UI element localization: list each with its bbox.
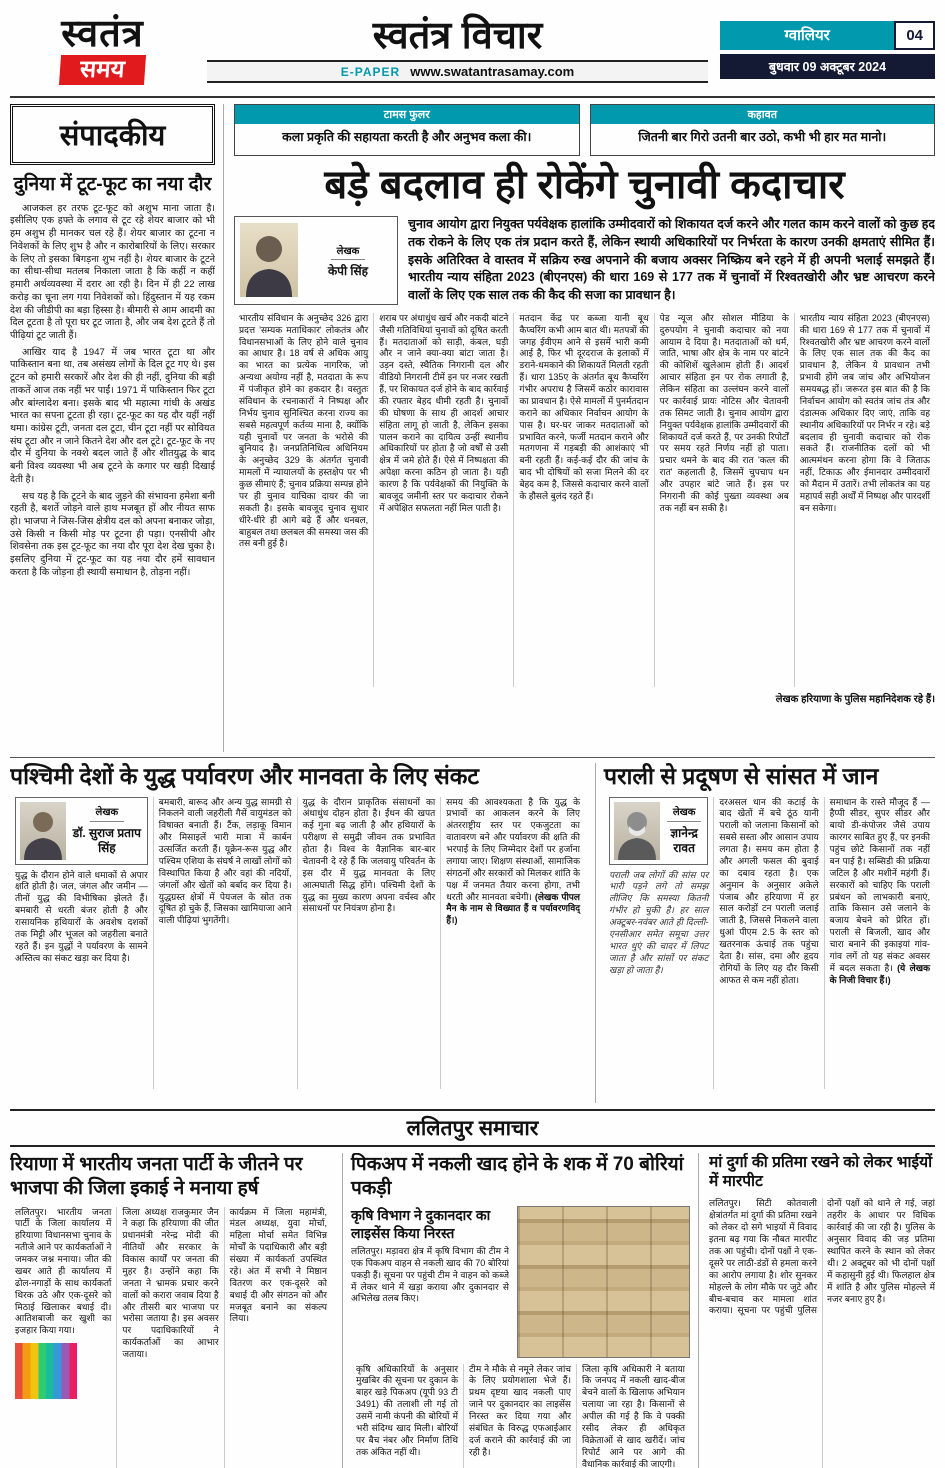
person-silhouette-icon: [240, 223, 298, 297]
stubble-author-footnote: (ये लेखक के निजी विचार हैं।): [829, 962, 930, 985]
epaper-label: E-PAPER: [340, 64, 401, 79]
editorial-body: [10, 203, 215, 723]
middle-row: [10, 763, 935, 1103]
masthead-divider: [10, 96, 935, 98]
war-body: [10, 797, 585, 1089]
war-article: [10, 763, 585, 1103]
stubble-author-box: [609, 797, 708, 865]
lead-column: भारतीय संविधान के अनुच्छेद 326 द्वारा प्रदत्त 'सम्यक मताधिकार' लोकतंत्र और विधानसभाओं के लिए होने वाले चुनाव का आधार है। 18 वर्ष से अधिक आयु का भारत का प्रत्येक नागरिक, जो अन्यथा अयोग्य नहीं है, मतदाता के रूप में पंजीकृत होने का हकदार है। वस्तुतः संविधान के रचनाकारों ने निष्पक्ष और निर्भय चुनाव सुनिश्चित करना राज्य का सबसे महत्वपूर्ण कर्तव्य माना है, क्योंकि यही चुनावों पर जनता के भरोसे की बुनियाद है। जनप्रतिनिधित्व अधिनियम के अनुच्छेद 329 के अंतर्गत चुनावी मामलों में न्यायालयों के हस्तक्षेप पर भी कुछ सीमाएं हैं; चुनाव प्रक्रिया सम्पन्न होने पर ही चुनाव याचिका दायर की जा सकती है। इसके बावजूद चुनाव सुधार धीरे-धीरे ही आगे बढ़े हैं और धनबल, बाहुबल तथा छलबल की समस्या जस की तस बनी हुई है।: [234, 313, 374, 687]
lalitpur-section-header: ललितपुर समाचार: [10, 1109, 935, 1147]
person-silhouette-icon: [20, 802, 66, 860]
quote-box-right: [590, 104, 936, 156]
quote-box-left: [234, 104, 580, 156]
author-label: लेखक: [90, 806, 125, 822]
khad-headline: पिकअप में नकली खाद होने के शक में 70 बोरियां पकड़ी: [351, 1154, 684, 1199]
lead-article: [234, 162, 935, 705]
author-photo: [614, 802, 660, 860]
lead-author-footnote: लेखक हरियाणा के पुलिस महानिदेशक रहे हैं।: [775, 693, 935, 705]
lead-intro: चुनाव आयोग द्वारा नियुक्त पर्यवेक्षक हालांकि उम्मीदवारों को शिकायत दर्ज करने और गलत काम करने वालों को कुछ हद तक रोकने के लिए एक तंत्र प्रदान करते हैं, लेकिन स्थायी अधिकारियों पर निर्भरता के कारण उनकी क्षमताएं सीमित हैं। इसके अतिरिक्त वे वास्तव में सक्रिय रुख अपनाने की बजाय अक्सर निष्क्रिय बने रहने में ही अपनी भलाई समझते हैं। भारतीय न्याय संहिता 2023 (बीएनएस) की धारा 169 से 177 तक में चुनावों में रिश्वतखोरी और भ्रष्ट आचरण करने वालों के लिए एक साल तक की कैद की सजा का प्रावधान है।: [408, 217, 935, 302]
war-column-text: युद्ध के दौरान होने वाले धमाकों से अपार क्षति होती है। जल, जंगल और जमीन — तीनों युद्ध की विभीषिका झेलते हैं। बमबारी से धरती बंजर होती है और रासायनिक हथियारों के अवशेष दशकों तक मिट्टी और भूजल को जहरीला बनाते रहते हैं। इन युद्धों ने पर्यावरण के सामने अस्तित्व का संकट खड़ा कर दिया है।: [15, 869, 148, 963]
stubble-column: दरअसल धान की कटाई के बाद खेतों में बचे ठूंठ यानी पराली को जलाना किसानों को सबसे सस्ता और आसान उपाय लगता है। समय कम होता है और अगली फसल की बुवाई का दबाव रहता है। एक अनुमान के अनुसार अकेले पंजाब और हरियाणा में हर साल करोड़ों टन पराली जलाई जाती है, जिससे निकलने वाला धुआं पीएम 2.5 के स्तर को खतरनाक ऊंचाई तक पहुंचा देता है। सांस, दमा और हृदय रोगियों के लिए यह दौर किसी आफत से कम नहीं होता।: [714, 797, 824, 1089]
page-number: 04: [894, 21, 935, 50]
khad-column: टीम ने मौके से नमूने लेकर जांच के लिए प्रयोगशाला भेजे हैं। प्रथम दृष्टया खाद नकली पाए जाने पर दुकानदार का लाइसेंस निरस्त कर दिया गया और संबंधित के विरुद्ध एफआईआर दर्ज कराने की कार्रवाई की जा रही है।: [464, 1364, 577, 1468]
author-meta: [665, 806, 703, 855]
newspaper-logo: [10, 15, 195, 85]
author-photo: [240, 223, 298, 297]
edition-city: ग्वालियर: [720, 21, 894, 50]
masthead-center: [207, 14, 708, 84]
durga-body: ललितपुर। सिटी कोतवाली क्षेत्रांतर्गत मां दुर्गा की प्रतिमा रखने को लेकर दो सगे भाइयों में विवाद इतना बढ़ गया कि नौबत मारपीट तक आ पहुंची। दोनों पक्षों ने एक-दूसरे पर लाठी-डंडों से हमला करने का आरोप लगाया है। शोर सुनकर मोहल्ले के लोग मौके पर जुटे और बीच-बचाव कर मामला शांत कराया। सूचना पर पहुंची पुलिस दोनों पक्षों को थाने ले गई, जहां तहरीर के आधार पर विधिक कार्रवाई की जा रही है। पुलिस के अनुसार विवाद की जड़ प्रतिमा स्थापित करने के स्थान को लेकर थी। 2 अक्टूबर को भी दोनों पक्षों में कहासुनी हुई थी। फिलहाल क्षेत्र में शांति है और पुलिस मोहल्ले में नजर बनाए हुए है।: [709, 1197, 935, 1316]
person-silhouette-icon: [614, 802, 660, 860]
editorial-paragraph: आजकल हर तरफ टूट-फूट को अशुभ माना जाता है। इसीलिए एक हफ्ते के लगाव से टूट रहे शेयर बाजार को भी हम अशुभ ही मानकर चल रहे हैं। शेयर बाजार का टूटना न निवेशकों के लिए शुभ है और न कारोबारियों के लिए। सरकार के लिए तो इसका बिगड़ना शुभ नहीं है। शेयर बाजार के टूटने का सीधा-सीधा मतलब निकाला जाता है कि कहीं न कहीं हमारी अर्थव्यवस्था में दरार आ रही है। दिन में ही 22 लाख करोड़ का चूना लग गया निवेशकों को। हिंदुस्तान में यह रकम देश की जीडीपी का बड़ा हिस्सा है। बीमारी से आम आदमी का दिल टूटता है तो पूरा घर टूट जाता है, और जब देश टूटते हैं तो पीढ़ियां टूट जाती हैं।: [10, 202, 215, 341]
bjp-body: [10, 1207, 332, 1468]
editorial-section-title: संपादकीय: [10, 104, 215, 165]
lead-headline: बड़े बदलाव ही रोकेंगे चुनावी कदाचार: [324, 163, 845, 207]
lead-intro-row: [234, 216, 935, 305]
editorial-column: [10, 104, 224, 752]
bjp-celebration-article: [10, 1153, 332, 1468]
editorial-paragraph: सच यह है कि टूटने के बाद जुड़ने की संभावना हमेशा बनी रहती है, बशर्ते जोड़ने वाले हाथ मजबूत हों और नीयत साफ हो। भाजपा ने जिस-जिस क्षेत्रीय दल को अपना बनाकर जोड़ा, उसे किसी न किसी मोड़ पर टूटना ही पड़ा। एनसीपी और शिवसेना तक इस टूट-फूट का नया दौर पूरा देश देख चुका है। इसलिए दुनिया में टूट-फूट का यह नया दौर हमें सावधान करता है कि जोड़ना ही स्थायी समाधान है, तोड़ना नहीं।: [10, 490, 215, 578]
author-meta: [304, 243, 392, 278]
top-content: [10, 104, 935, 752]
editorial-paragraph: आखिर याद है 1947 में जब भारत टूटा था और पाकिस्तान बना था, तब असंख्य लोगों के दिल टूट गए थे। इस टूटन को हमारी सरकारें और देश की ही नहीं, दुनिया की बड़ी ताकतें आज तक नहीं भर पाईं। 1971 में पाकिस्तान फिर टूटा और बांग्लादेश बना। इसके बाद भी महात्मा गांधी के अखंड भारत का सपना टूटता ही रहा। टूट-फूट का यह दौर यहीं नहीं थमा। कांग्रेस टूटी, जनता दल टूटा, चीन टूटा नहीं पर सोवियत संघ टूटा और न जाने कितने देश और दल टूटे। टूट-फूट के नए दौर में दुनिया के नक्शे बदल जाते हैं और शीतयुद्ध के बाद बनी विश्व व्यवस्था भी अब टूटने के कगार पर खड़ी दिखाई देती है।: [10, 346, 215, 485]
epaper-strip: [207, 60, 708, 83]
stubble-column-text: समाधान के रास्ते मौजूद हैं — हैप्पी सीडर, सुपर सीडर और बायो डी-कंपोजर जैसे उपाय कारगर साबित हुए हैं, पर इनकी पहुंच छोटे किसानों तक नहीं बन पाई है। सब्सिडी की प्रक्रिया जटिल है और मशीनें महंगी हैं। सरकारों को चाहिए कि पराली प्रबंधन को लाभकारी बनाएं, ताकि किसान उसे जलाने के बजाय बेचने को प्रेरित हों। पराली से बिजली, खाद और चारा बनाने की इकाइयां गांव-गांव लगें तो यह संकट अवसर में बदल सकता है।: [829, 796, 930, 973]
logo-text-top: स्वतंत्र: [61, 13, 144, 55]
bjp-column: जिला अध्यक्ष राजकुमार जैन ने कहा कि हरियाणा की जीत प्रधानमंत्री नरेन्द्र मोदी की नीतियों और सरकार के विकास कार्यों पर जनता की मुहर है। उन्होंने कहा कि जनता ने भ्रामक प्रचार करने वालों को करारा जवाब दिया है और तीसरी बार भाजपा पर भरोसा जताया है। इस अवसर पर पदाधिकारियों ने कार्यकर्ताओं का आभार जताया।: [117, 1207, 224, 1468]
section-divider: [10, 757, 935, 758]
lead-column: शराब पर अंधाधुंध खर्च और नकदी बांटने जैसी गतिविधियां चुनावों को दूषित करती हैं। मतदाताओं को साड़ी, कंबल, घड़ी और न जाने क्या-क्या बांटा जाता है। उड़न दस्ते, स्थैतिक निगरानी दल और वीडियो निगरानी टीमें इन पर नजर रखती हैं, पर शिकायत दर्ज होने के बाद कार्रवाई की रफ्तार बेहद धीमी रहती है। चुनावों की घोषणा के साथ ही आदर्श आचार संहिता लागू हो जाती है, लेकिन इसका पालन कराने का दायित्व उन्हीं स्थानीय अधिकारियों पर होता है जो वर्षों से उसी क्षेत्र में जमे होते हैं। ऐसे में निष्पक्षता की अपेक्षा करना कठिन हो जाता है। यही कारण है कि पर्यवेक्षकों की नियुक्ति के बावजूद जमीनी स्तर पर कदाचार रोकने में अपेक्षित सफलता नहीं मिल पाती है।: [374, 313, 514, 687]
page-title: स्वतंत्र विचार: [372, 14, 543, 57]
author-name: ज्ञानेन्द्र रावत: [670, 826, 698, 855]
fertilizer-sacks-photo: [517, 1206, 690, 1358]
war-column: [10, 797, 154, 1089]
war-column: बमबारी, बारूद और अन्य युद्ध सामग्री से निकलने वाली जहरीली गैसें वायुमंडल को विषाक्त बनाती हैं। टैंक, लड़ाकू विमान और मिसाइलें भारी मात्रा में कार्बन उत्सर्जित करती हैं। यूक्रेन-रूस युद्ध और पश्चिम एशिया के संघर्ष ने लाखों लोगों को विस्थापित किया है और वहां की नदियों, जंगलों और खेतों को बर्बाद कर दिया है। युद्धग्रस्त क्षेत्रों में पेयजल के स्रोत तक दूषित हो चुके हैं, जिसका खामियाजा आने वाली पीढ़ियां भुगतेंगी।: [154, 797, 298, 1089]
war-column-text: समय की आवश्यकता है कि युद्ध के प्रभावों का आकलन करने के लिए अंतरराष्ट्रीय स्तर पर एकजुटता का वातावरण बने और पर्यावरण की क्षति की भरपाई के लिए जिम्मेदार देशों पर हर्जाना लगाया जाए। शिक्षण संस्थाओं, सामाजिक संगठनों और सरकारों को मिलकर शांति के पक्ष में जनमत तैयार करना होगा, तभी धरती और मानवता बचेगी।: [446, 796, 580, 902]
khad-subheadline: कृषि विभाग ने दुकानदार का लाइसेंस किया निरस्त: [351, 1206, 491, 1241]
durga-headline: मां दुर्गा की प्रतिमा रखने को लेकर भाईयों में मारपीट: [709, 1154, 933, 1191]
stubble-standfirst: पराली जब लोगों की सांस पर भारी पड़ने लगे तो समझ लीजिए कि समस्या कितनी गंभीर हो चुकी है। हर साल अक्टूबर-नवंबर आते ही दिल्ली-एनसीआर समेत समूचा उत्तर भारत धुएं की चादर में लिपट जाता है और सांसों पर संकट खड़ा हो जाता है।: [609, 869, 709, 975]
fake-fertilizer-article: [342, 1153, 699, 1468]
quotes-row: [234, 104, 935, 156]
author-name: डॉ. सुराज प्रताप सिंह: [72, 826, 141, 855]
war-author-box: [15, 797, 148, 865]
author-label: लेखक: [331, 243, 366, 260]
author-name: केपी सिंह: [327, 263, 369, 278]
author-photo: [20, 802, 66, 860]
lead-body: [234, 313, 935, 687]
durga-idol-article: [709, 1153, 935, 1468]
bjp-column-text: ललितपुर। भारतीय जनता पार्टी के जिला कार्यालय में हरियाणा विधानसभा चुनाव के नतीजे आने पर कार्यकर्ताओं ने जमकर जश्न मनाया। जीत की खबर आते ही कार्यालय में ढोल-नगाड़ों के साथ कार्यकर्ता थिरक उठे और एक-दूसरे को मिठाई खिलाकर बधाई दी। आतिशबाजी कर खुशी का इजहार किया गया।: [15, 1206, 112, 1336]
khad-column: कृषि अधिकारियों के अनुसार मुखबिर की सूचना पर दुकान के बाहर खड़े पिकअप (यूपी 93 टी 3491) की तलाशी ली गई तो उसमें नामी कंपनी की बोरियों में भरी संदिग्ध खाद मिली। बोरियों पर बैच नंबर और निर्माण तिथि तक अंकित नहीं थी।: [351, 1364, 464, 1468]
website-link[interactable]: www.swatantrasamay.com: [410, 64, 575, 80]
lalitpur-row: [10, 1153, 935, 1468]
stubble-column: [604, 797, 714, 1089]
khad-lead-text: ललितपुर। मड़ावरा क्षेत्र में कृषि विभाग की टीम ने एक पिकअप वाहन से नकली खाद की 70 बोरियां पकड़ी हैं। सूचना पर पहुंची टीम ने वाहन को कब्जे में लेकर थाने में खड़ा कराया और दुकानदार से अभिलेख तलब किए।: [351, 1245, 509, 1304]
quote-source: कहावत: [591, 105, 935, 124]
lead-author-box: [234, 216, 398, 305]
lead-column: मतदान केंद्र पर कब्जा यानी बूथ कैप्चरिंग कभी आम बात थी। मतपत्रों की जगह ईवीएम आने से इसमें भारी कमी आई है, फिर भी दूरदराज के इलाकों में डराने-धमकाने की शिकायतें मिलती रहती हैं। धारा 135ए के अंतर्गत बूथ कैप्चरिंग गंभीर अपराध है जिसमें कठोर कारावास का प्रावधान है। ऐसे मामलों में पुनर्मतदान कराने का अधिकार निर्वाचन आयोग के पास है। घर-घर जाकर मतदाताओं को प्रभावित करने, फर्जी मतदान कराने और मतगणना में गड़बड़ी की आशंकाएं भी बनी रहती हैं। कई-कई दौर की जांच के बाद भी दोषियों को सजा मिलने की दर बेहद कम है, जिससे कदाचार करने वालों के हौसले बुलंद रहते हैं।: [514, 313, 654, 687]
logo-text-bottom: समय: [59, 55, 146, 85]
war-column: युद्ध के दौरान प्राकृतिक संसाधनों का अंधाधुंध दोहन होता है। ईंधन की खपत कई गुना बढ़ जाती है और हथियारों के परीक्षण से समुद्री जीवन तक प्रभावित होता है। विश्व के वैज्ञानिक बार-बार चेतावनी दे रहे हैं कि जलवायु परिवर्तन के इस दौर में युद्ध मानवता के लिए आत्मघाती सिद्ध होंगे। पश्चिमी देशों के युद्ध का मुख्य कारण अपना वर्चस्व और संसाधनों पर नियंत्रण होना है।: [298, 797, 442, 1089]
stubble-body: [604, 797, 935, 1089]
bjp-column: [10, 1207, 117, 1468]
author-meta: [71, 806, 143, 855]
quote-text: कला प्रकृति की सहायता करती है और अनुभव कला की।: [282, 130, 532, 144]
stubble-article: [595, 763, 935, 1103]
editorial-headline: दुनिया में टूट-फूट का नया दौर: [13, 174, 212, 195]
war-author-footnote: (लेखक पीपल मैन के नाम से विख्यात हैं व पर्यावरणविद् हैं।): [446, 891, 580, 926]
stubble-headline: पराली से प्रदूषण से सांसत में जान: [604, 763, 879, 789]
stubble-column: [825, 797, 935, 1089]
lead-column: भारतीय न्याय संहिता 2023 (बीएनएस) की धारा 169 से 177 तक में चुनावों में रिश्वतखोरी और भ्रष्ट आचरण करने वालों के लिए एक साल तक की कैद का प्रावधान है, लेकिन ये प्रावधान तभी प्रभावी होंगे जब जांच और अभियोजन समयबद्ध हों। जरूरत इस बात की है कि निर्वाचन आयोग को स्वतंत्र जांच तंत्र और दंडात्मक अधिकार दिए जाएं, ताकि वह स्थानीय अधिकारियों पर निर्भर न रहे। बड़े बदलाव ही चुनावी कदाचार को रोक सकते हैं। राजनीतिक दलों को भी आत्ममंथन करना होगा कि वे जिताऊ नहीं, टिकाऊ और ईमानदार उम्मीदवारों को मैदान में उतारें। तभी लोकतंत्र का यह महापर्व सही अर्थों में निष्पक्ष और पारदर्शी बन सकेगा।: [799, 312, 930, 513]
khad-top-row: [351, 1206, 690, 1358]
lead-stack: [234, 104, 935, 752]
edition-date: बुधवार 09 अक्टूबर 2024: [720, 54, 935, 79]
author-label: लेखक: [667, 806, 702, 822]
quote-source: टामस फुलर: [235, 105, 579, 124]
masthead: [10, 8, 935, 92]
color-bars-graphic: [15, 1343, 77, 1399]
edition-row: [720, 21, 935, 50]
khad-body: [351, 1364, 690, 1468]
lead-column: पेड न्यूज और सोशल मीडिया के दुरुपयोग ने चुनावी कदाचार को नया आयाम दे दिया है। मतदाताओं को धर्म, जाति, भाषा और क्षेत्र के नाम पर बांटने की कोशिशें खुलेआम होती हैं। आदर्श आचार संहिता इन पर रोक लगाती है, लेकिन संहिता का उल्लंघन करने वालों पर कार्रवाई प्रायः नोटिस और चेतावनी तक सिमट जाती है। चुनाव आयोग द्वारा नियुक्त पर्यवेक्षक हालांकि उम्मीदवारों की शिकायतें दर्ज करते हैं, पर उनकी रिपोर्टों पर समय रहते निर्णय नहीं हो पाता। प्रचार थमने के बाद की रात 'कत्ल की रात' कहलाती है, जिसमें चुपचाप धन और उपहार बांटे जाते हैं। इस पर निगरानी की कोई पुख्ता व्यवस्था अब तक नहीं बन सकी है।: [655, 313, 795, 687]
bjp-column: कार्यक्रम में जिला महामंत्री, मंडल अध्यक्ष, युवा मोर्चा, महिला मोर्चा समेत विभिन्न मोर्चों के पदाधिकारी और बड़ी संख्या में कार्यकर्ता उपस्थित रहे। अंत में सभी ने मिष्ठान वितरण कर एक-दूसरे को बधाई दी और संगठन को और मजबूत बनाने का संकल्प लिया।: [229, 1206, 327, 1324]
war-headline: पश्चिमी देशों के युद्ध पर्यावरण और मानवता के लिए संकट: [10, 763, 480, 789]
war-column: [441, 797, 585, 1089]
khad-column: जिला कृषि अधिकारी ने बताया कि जनपद में नकली खाद-बीज बेचने वालों के खिलाफ अभियान चलाया जा रहा है। किसानों से अपील की गई है कि वे पक्की रसीद लेकर ही अधिकृत विक्रेताओं से खाद खरीदें। जांच रिपोर्ट आने पर आगे की वैधानिक कार्रवाई की जाएगी।: [582, 1363, 685, 1468]
quote-text: जितनी बार गिरो उतनी बार उठो, कभी भी हार मत मानो।: [638, 130, 887, 144]
bjp-headline: रियाणा में भारतीय जनता पार्टी के जीतने पर भाजपा की जिला इकाई ने मनाया हर्ष: [10, 1154, 303, 1199]
masthead-right: [720, 21, 935, 79]
khad-left-block: [351, 1206, 509, 1358]
